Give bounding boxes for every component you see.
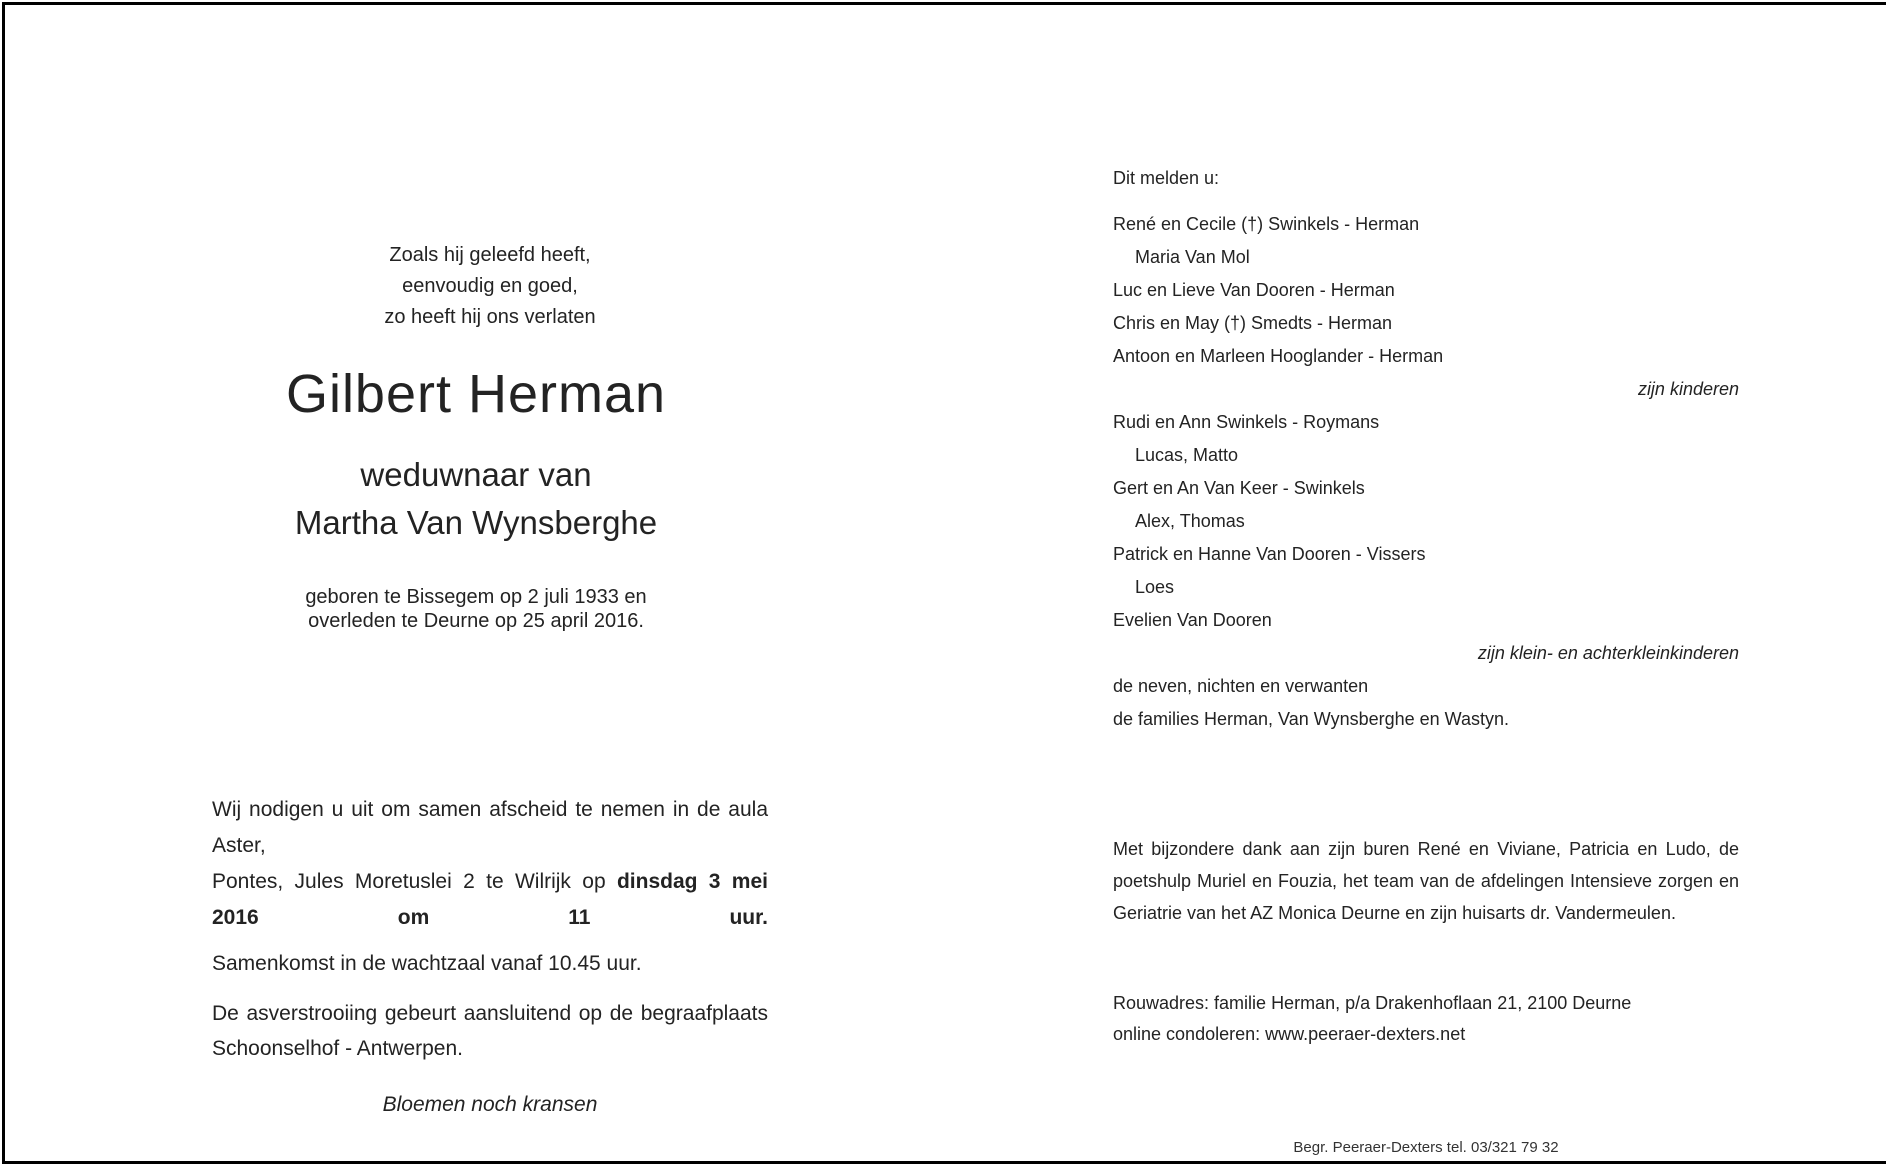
family-line: Chris en May (†) Smedts - Herman xyxy=(1113,313,1393,333)
gathering-line: Samenkomst in de wachtzaal vanaf 10.45 uur. xyxy=(212,952,642,975)
spouse-block xyxy=(150,451,802,547)
family-line: Alex, Thomas xyxy=(1135,511,1245,531)
contact-block xyxy=(1113,988,1739,1050)
invitation-line xyxy=(212,864,768,936)
epigraph-line: eenvoudig en goed, xyxy=(402,275,578,297)
family-line: Rudi en Ann Swinkels - Roymans xyxy=(1113,412,1380,432)
family-line: Evelien Van Dooren xyxy=(1113,610,1272,630)
ceremony-datetime: dinsdag 3 mei 2016 om 11 uur. xyxy=(212,870,768,929)
thanks-line: poetshulp Muriel en Fouzia, het team van de afdelingen Intensieve zorgen en xyxy=(1113,871,1739,891)
epigraph-line: Zoals hij geleefd heeft, xyxy=(389,244,591,266)
scattering-block xyxy=(212,996,768,1066)
online-condolence: online condoleren: www.peeraer-dexters.net xyxy=(1113,1024,1466,1044)
family-line: Patrick en Hanne Van Dooren - Vissers xyxy=(1113,544,1426,564)
family-line: Lucas, Matto xyxy=(1135,445,1239,465)
widower-label: weduwnaar van xyxy=(360,456,592,493)
family-line: Antoon en Marleen Hooglander - Herman xyxy=(1113,346,1444,366)
family-list xyxy=(1113,208,1739,736)
death-line: overleden te Deurne op 25 april 2016. xyxy=(308,610,644,632)
announcement-label: Dit melden u: xyxy=(1113,168,1220,188)
thanks-line: Geriatrie van het AZ Monica Deurne en zijn huisarts dr. Vandermeulen. xyxy=(1113,903,1676,923)
birth-line: geboren te Bissegem op 2 juli 1933 en xyxy=(305,586,647,608)
grandchildren-caption: zijn klein- en achterkleinkinderen xyxy=(1477,643,1739,663)
acknowledgements xyxy=(1113,833,1739,929)
children-caption: zijn kinderen xyxy=(1637,379,1739,399)
undertaker-credit: Begr. Peeraer-Dexters tel. 03/321 79 32 xyxy=(1293,1139,1559,1156)
invitation-location: Pontes, Jules Moretuslei 2 te Wilrijk op xyxy=(212,870,617,893)
scattering-line: Schoonselhof - Antwerpen. xyxy=(212,1037,463,1060)
deceased-name: Gilbert Herman xyxy=(285,364,667,424)
life-dates xyxy=(150,585,802,633)
family-line: de families Herman, Van Wynsberghe en Wastyn. xyxy=(1113,709,1510,729)
epigraph xyxy=(212,240,768,333)
family-line: Loes xyxy=(1135,577,1175,597)
scattering-line: De asverstrooiing gebeurt aansluitend op de begraafplaats xyxy=(212,1002,768,1025)
family-line: Maria Van Mol xyxy=(1135,247,1250,267)
family-line: René en Cecile (†) Swinkels - Herman xyxy=(1113,214,1420,234)
ceremony-details xyxy=(212,792,768,1123)
family-line: Luc en Lieve Van Dooren - Herman xyxy=(1113,280,1395,300)
family-line: de neven, nichten en verwanten xyxy=(1113,676,1369,696)
family-line: Gert en An Van Keer - Swinkels xyxy=(1113,478,1365,498)
invitation-line: Wij nodigen u uit om samen afscheid te nemen in de aula Aster, xyxy=(212,798,768,857)
thanks-line: Met bijzondere dank aan zijn buren René en Viviane, Patricia en Ludo, de xyxy=(1113,839,1739,859)
flowers-note: Bloemen noch kransen xyxy=(382,1093,598,1116)
epigraph-line: zo heeft hij ons verlaten xyxy=(384,306,596,328)
mourning-address: Rouwadres: familie Herman, p/a Drakenhoflaan 21, 2100 Deurne xyxy=(1113,993,1632,1013)
spouse-name: Martha Van Wynsberghe xyxy=(294,504,658,541)
